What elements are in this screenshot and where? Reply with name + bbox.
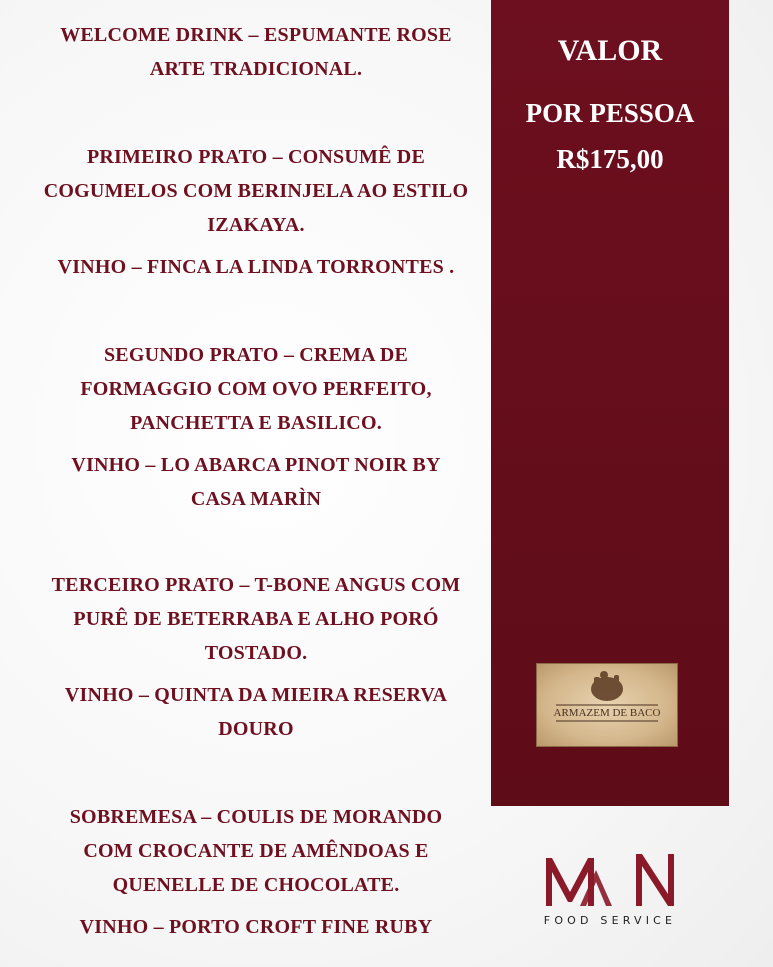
menu-line: TERCEIRO PRATO – T-BONE ANGUS COM <box>51 574 461 596</box>
menu-line: TOSTADO. <box>204 642 308 664</box>
menu-line: COGUMELOS COM BERINJELA AO ESTILO <box>43 180 469 202</box>
menu-line: QUENELLE DE CHOCOLATE. <box>112 874 400 896</box>
wine-pairing: VINHO – FINCA LA LINDA TORRONTES . <box>57 256 455 278</box>
wine-pairing-line: CASA MARÌN <box>190 488 322 510</box>
menu-line: IZAKAYA. <box>207 214 305 236</box>
course-first <box>30 140 482 284</box>
menu-line: PURÊ DE BETERRABA E ALHO PORÓ <box>73 608 439 630</box>
course-second <box>30 338 482 516</box>
wine-pairing: VINHO – PORTO CROFT FINE RUBY <box>79 916 433 938</box>
welcome-drink <box>30 18 482 86</box>
company-logo <box>540 848 680 938</box>
company-tagline: FOOD SERVICE <box>543 914 677 927</box>
price-value: R$175,00 <box>556 144 664 174</box>
menu-line: COM CROCANTE DE AMÊNDOAS E <box>83 840 429 862</box>
restaurant-name: ARMAZEM DE BACO <box>553 707 661 719</box>
course-third <box>30 568 482 746</box>
menu-line: SEGUNDO PRATO – CREMA DE <box>103 344 409 366</box>
menu-line: FORMAGGIO COM OVO PERFEITO, <box>80 378 432 400</box>
wine-pairing-line: DOURO <box>218 718 294 740</box>
wine-barrel-icon <box>536 663 678 747</box>
restaurant-logo <box>536 663 678 747</box>
mn-monogram-icon <box>540 848 680 910</box>
menu-line: SOBREMESA – COULIS DE MORANDO <box>69 806 443 828</box>
wine-pairing: VINHO – LO ABARCA PINOT NOIR BY <box>71 454 441 476</box>
menu-line: ARTE TRADICIONAL. <box>149 58 363 80</box>
menu-line: PRIMEIRO PRATO – CONSUMÊ DE <box>86 146 425 168</box>
price-per-person-label: POR PESSOA <box>525 98 695 128</box>
menu-line: WELCOME DRINK – ESPUMANTE ROSE <box>60 24 452 46</box>
course-dessert <box>30 800 482 944</box>
menu-line: PANCHETTA E BASILICO. <box>130 412 382 434</box>
wine-pairing: VINHO – QUINTA DA MIEIRA RESERVA <box>64 684 448 706</box>
price-title: VALOR <box>557 34 663 67</box>
